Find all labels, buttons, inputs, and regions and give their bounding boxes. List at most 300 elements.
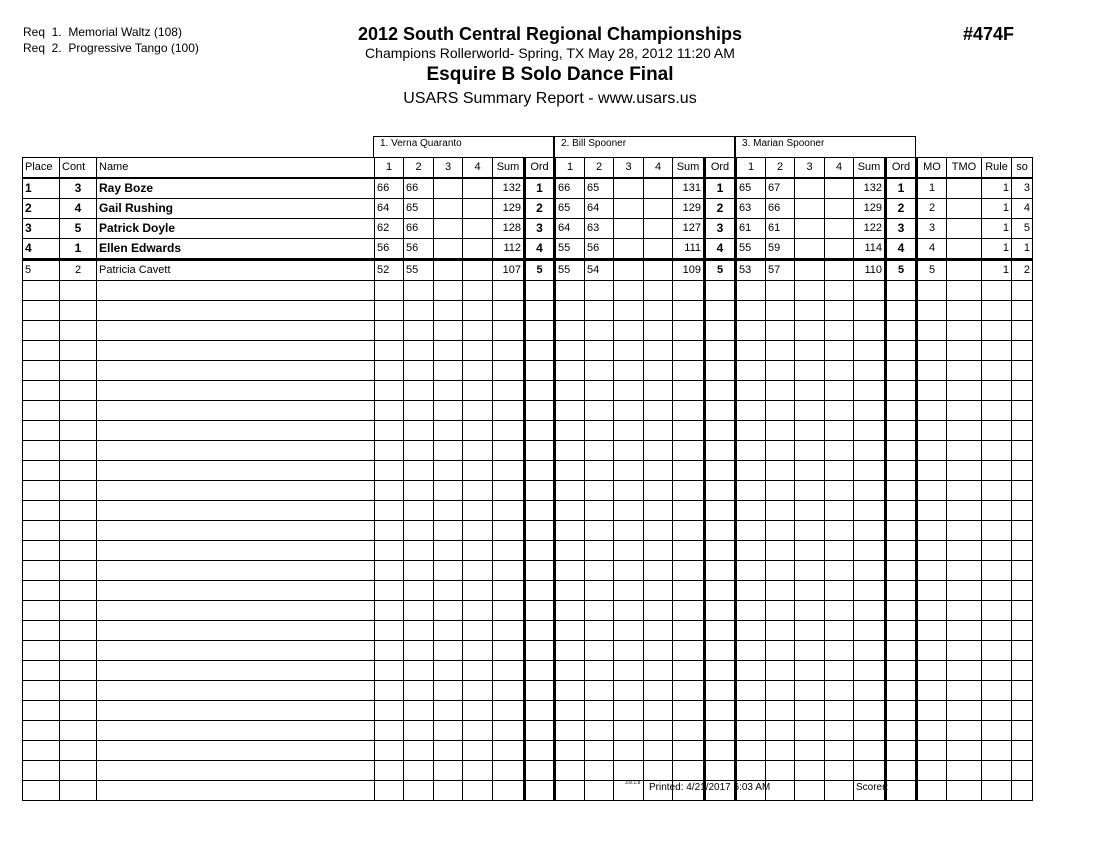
judge-3-sum [854, 421, 886, 441]
contestant-number-cell [60, 281, 97, 301]
place-cell [23, 501, 60, 521]
judge-3-score-1: 65 [736, 178, 766, 199]
judge-3-sum [854, 481, 886, 501]
place-cell [23, 401, 60, 421]
judge-3-score-4 [825, 281, 854, 301]
judge-1-sum [493, 701, 525, 721]
judge-2-score-3 [614, 321, 644, 341]
judge-3-score-2 [766, 521, 795, 541]
judge-1-score-1 [375, 401, 404, 421]
total-majority-ordinal-cell [947, 401, 982, 421]
column-header-3: 1 [375, 158, 404, 179]
judge-2-ordinal [705, 401, 736, 421]
judge-1-sum [493, 681, 525, 701]
judge-3-score-1 [736, 321, 766, 341]
judge-2-score-1 [555, 461, 585, 481]
judge-2-score-1: 65 [555, 199, 585, 219]
judge-2-ordinal [705, 721, 736, 741]
column-header-4: 2 [404, 158, 434, 179]
majority-ordinal-cell [917, 681, 947, 701]
judge-2-score-4 [644, 641, 673, 661]
rule-cell [982, 721, 1012, 741]
place-cell [23, 341, 60, 361]
judge-1-ordinal [525, 621, 555, 641]
judge-3-sum [854, 601, 886, 621]
judge-2-score-1: 55 [555, 260, 585, 281]
judge-3-score-4 [825, 621, 854, 641]
judge-2-sum [673, 621, 705, 641]
majority-ordinal-cell [917, 461, 947, 481]
judge-1-score-1: 66 [375, 178, 404, 199]
judge-1-sum [493, 361, 525, 381]
judge-1-score-4 [463, 341, 493, 361]
rule-cell [982, 641, 1012, 661]
place-cell: 2 [23, 199, 60, 219]
total-majority-ordinal-cell [947, 681, 982, 701]
total-majority-ordinal-cell [947, 239, 982, 260]
judge-1-score-3 [434, 301, 463, 321]
judge-1-sum [493, 481, 525, 501]
judge-2-score-1 [555, 581, 585, 601]
majority-ordinal-cell [917, 581, 947, 601]
place-cell [23, 681, 60, 701]
judge-3-score-3 [795, 541, 825, 561]
judge-3-score-3 [795, 741, 825, 761]
rule-cell [982, 621, 1012, 641]
place-cell [23, 741, 60, 761]
judge-3-score-2: 67 [766, 178, 795, 199]
judge-1-name: 1. Verna Quaranto [373, 136, 554, 157]
empty-row [23, 741, 1033, 761]
contestant-number-cell [60, 681, 97, 701]
judge-3-sum [854, 321, 886, 341]
judge-1-score-2 [404, 561, 434, 581]
judge-1-score-2 [404, 461, 434, 481]
table-row [23, 219, 1033, 239]
column-header-15: 1 [736, 158, 766, 179]
judge-2-score-4 [644, 301, 673, 321]
judge-1-score-2 [404, 501, 434, 521]
rule-cell [982, 341, 1012, 361]
contestant-number-cell [60, 501, 97, 521]
judge-1-score-2 [404, 301, 434, 321]
judge-2-score-1 [555, 641, 585, 661]
judge-3-score-1 [736, 681, 766, 701]
judge-1-ordinal [525, 321, 555, 341]
judge-1-ordinal [525, 281, 555, 301]
judge-3-score-4 [825, 199, 854, 219]
rule-cell: 1 [982, 239, 1012, 260]
judge-3-score-1 [736, 281, 766, 301]
judge-3-score-1 [736, 561, 766, 581]
judge-1-ordinal [525, 541, 555, 561]
majority-ordinal-cell [917, 321, 947, 341]
empty-row [23, 301, 1033, 321]
rule-cell [982, 601, 1012, 621]
judge-3-ordinal: 5 [886, 260, 917, 281]
total-majority-ordinal-cell [947, 761, 982, 781]
judge-2-score-2 [585, 441, 614, 461]
judge-1-score-2 [404, 481, 434, 501]
rule-cell [982, 461, 1012, 481]
empty-row [23, 581, 1033, 601]
judge-1-score-4 [463, 239, 493, 260]
judge-2-score-2: 56 [585, 239, 614, 260]
judge-3-score-2 [766, 541, 795, 561]
total-majority-ordinal-cell [947, 219, 982, 239]
skating-order-cell [1012, 301, 1033, 321]
judge-3-score-4 [825, 661, 854, 681]
judge-2-score-4 [644, 501, 673, 521]
contestant-number-cell [60, 581, 97, 601]
majority-ordinal-cell [917, 561, 947, 581]
judge-1-sum [493, 561, 525, 581]
judge-2-sum [673, 721, 705, 741]
majority-ordinal-cell [917, 761, 947, 781]
judge-3-score-3 [795, 239, 825, 260]
skater-name-cell [97, 541, 375, 561]
judge-1-score-2 [404, 641, 434, 661]
rule-cell [982, 781, 1012, 801]
judge-3-sum: 132 [854, 178, 886, 199]
majority-ordinal-cell [917, 361, 947, 381]
rule-cell [982, 381, 1012, 401]
judge-1-ordinal [525, 761, 555, 781]
judge-3-score-1 [736, 341, 766, 361]
column-header-1: Cont [60, 158, 97, 179]
judge-3-score-2: 61 [766, 219, 795, 239]
majority-ordinal-cell: 2 [917, 199, 947, 219]
judge-3-ordinal [886, 701, 917, 721]
judge-1-sum [493, 741, 525, 761]
place-cell: 4 [23, 239, 60, 260]
judge-2-score-4 [644, 741, 673, 761]
judge-3-ordinal [886, 541, 917, 561]
judge-2-score-3 [614, 461, 644, 481]
contestant-number-cell [60, 421, 97, 441]
judge-2-score-2 [585, 601, 614, 621]
judge-3-sum [854, 721, 886, 741]
judge-1-score-2 [404, 281, 434, 301]
judge-1-ordinal [525, 681, 555, 701]
judge-3-sum [854, 401, 886, 421]
judge-2-ordinal [705, 561, 736, 581]
column-header-6: 4 [463, 158, 493, 179]
judge-3-ordinal [886, 561, 917, 581]
contestant-number-cell [60, 661, 97, 681]
judge-3-score-1 [736, 361, 766, 381]
judge-1-sum [493, 421, 525, 441]
judge-3-score-1 [736, 381, 766, 401]
judge-3-score-4 [825, 381, 854, 401]
judge-2-score-4 [644, 561, 673, 581]
judge-2-score-2 [585, 461, 614, 481]
results-body [23, 178, 1033, 801]
contestant-number-cell [60, 321, 97, 341]
judge-1-ordinal [525, 381, 555, 401]
judge-3-score-4 [825, 521, 854, 541]
judge-1-score-3 [434, 701, 463, 721]
judge-3-score-3 [795, 441, 825, 461]
place-cell [23, 301, 60, 321]
judge-1-score-3 [434, 421, 463, 441]
judge-2-ordinal [705, 421, 736, 441]
judge-3-score-2 [766, 601, 795, 621]
judge-2-score-1 [555, 481, 585, 501]
judge-3-score-1 [736, 701, 766, 721]
judge-1-sum [493, 281, 525, 301]
judge-1-score-2 [404, 721, 434, 741]
column-header-2: Name [97, 158, 375, 179]
empty-row [23, 321, 1033, 341]
skating-order-cell [1012, 281, 1033, 301]
judge-1-score-2: 56 [404, 239, 434, 260]
column-header-16: 2 [766, 158, 795, 179]
judge-3-score-1 [736, 601, 766, 621]
judge-1-ordinal [525, 741, 555, 761]
judge-3-score-3 [795, 721, 825, 741]
judge-1-score-4 [463, 581, 493, 601]
judge-3-score-4 [825, 541, 854, 561]
judge-2-score-2 [585, 641, 614, 661]
judge-3-score-3 [795, 761, 825, 781]
place-cell [23, 761, 60, 781]
judge-2-score-1 [555, 361, 585, 381]
judge-2-sum [673, 601, 705, 621]
judge-3-sum [854, 461, 886, 481]
judge-1-ordinal [525, 661, 555, 681]
majority-ordinal-cell [917, 441, 947, 461]
judge-1-score-1 [375, 681, 404, 701]
judge-1-score-3 [434, 199, 463, 219]
judge-1-score-3 [434, 281, 463, 301]
judge-2-sum [673, 561, 705, 581]
judge-1-ordinal: 4 [525, 239, 555, 260]
judge-1-score-1 [375, 501, 404, 521]
judge-3-ordinal [886, 681, 917, 701]
judge-1-score-2 [404, 581, 434, 601]
judge-3-sum [854, 701, 886, 721]
empty-row [23, 521, 1033, 541]
judge-3-ordinal [886, 781, 917, 801]
judge-1-sum [493, 341, 525, 361]
judge-1-score-2 [404, 321, 434, 341]
table-row [23, 199, 1033, 219]
rule-cell [982, 521, 1012, 541]
judge-1-score-2 [404, 701, 434, 721]
majority-ordinal-cell [917, 661, 947, 681]
judge-3-score-1 [736, 641, 766, 661]
judge-2-ordinal [705, 701, 736, 721]
majority-ordinal-cell [917, 701, 947, 721]
judge-3-score-3 [795, 701, 825, 721]
place-cell [23, 581, 60, 601]
majority-ordinal-cell [917, 601, 947, 621]
judge-1-sum [493, 661, 525, 681]
skater-name-cell [97, 581, 375, 601]
judge-1-ordinal: 3 [525, 219, 555, 239]
judge-1-sum [493, 441, 525, 461]
judge-3-score-2 [766, 621, 795, 641]
judge-3-score-3 [795, 401, 825, 421]
majority-ordinal-cell: 3 [917, 219, 947, 239]
empty-row [23, 641, 1033, 661]
contestant-number-cell [60, 481, 97, 501]
judge-1-score-2 [404, 521, 434, 541]
empty-row [23, 461, 1033, 481]
place-cell: 1 [23, 178, 60, 199]
judge-1-score-2 [404, 421, 434, 441]
rule-cell [982, 401, 1012, 421]
place-cell [23, 421, 60, 441]
skater-name-cell [97, 361, 375, 381]
skating-order-cell [1012, 781, 1033, 801]
judge-3-score-2 [766, 641, 795, 661]
event-number: #474F [963, 24, 1015, 44]
judge-1-score-2: 65 [404, 199, 434, 219]
judge-1-ordinal: 1 [525, 178, 555, 199]
judge-1-sum: 128 [493, 219, 525, 239]
judge-2-score-4 [644, 441, 673, 461]
judge-3-score-3 [795, 581, 825, 601]
total-majority-ordinal-cell [947, 581, 982, 601]
judge-3-score-2 [766, 741, 795, 761]
judge-3-ordinal [886, 501, 917, 521]
judge-1-sum [493, 321, 525, 341]
column-header-17: 3 [795, 158, 825, 179]
judge-1-score-2 [404, 661, 434, 681]
judge-2-score-3 [614, 501, 644, 521]
judge-3-ordinal [886, 461, 917, 481]
judge-1-ordinal [525, 461, 555, 481]
judge-3-sum [854, 341, 886, 361]
judge-3-ordinal [886, 761, 917, 781]
judge-2-ordinal [705, 381, 736, 401]
total-majority-ordinal-cell [947, 601, 982, 621]
judge-1-score-3 [434, 561, 463, 581]
total-majority-ordinal-cell [947, 521, 982, 541]
total-majority-ordinal-cell [947, 541, 982, 561]
judge-3-score-4 [825, 260, 854, 281]
judge-3-score-1 [736, 301, 766, 321]
judge-1-score-1: 52 [375, 260, 404, 281]
judge-2-score-4 [644, 721, 673, 741]
empty-row [23, 701, 1033, 721]
judge-1-score-4 [463, 178, 493, 199]
skater-name-cell: Patrick Doyle [97, 219, 375, 239]
judge-1-score-4 [463, 521, 493, 541]
judge-2-score-4 [644, 260, 673, 281]
judge-2-score-2 [585, 701, 614, 721]
empty-row [23, 661, 1033, 681]
judge-3-score-2 [766, 341, 795, 361]
judge-1-score-3 [434, 178, 463, 199]
column-header-8: Ord [525, 158, 555, 179]
rule-cell [982, 701, 1012, 721]
judge-1-score-4 [463, 421, 493, 441]
contestant-number-cell: 4 [60, 199, 97, 219]
judge-2-sum [673, 701, 705, 721]
judge-3-score-4 [825, 721, 854, 741]
column-header-12: 4 [644, 158, 673, 179]
judge-2-sum [673, 301, 705, 321]
judge-2-score-2: 54 [585, 260, 614, 281]
judge-1-score-2 [404, 381, 434, 401]
judge-3-score-4 [825, 461, 854, 481]
judge-3-score-3 [795, 281, 825, 301]
judge-2-score-4 [644, 521, 673, 541]
judge-2-sum [673, 361, 705, 381]
empty-row [23, 401, 1033, 421]
judge-3-score-2: 57 [766, 260, 795, 281]
contestant-number-cell [60, 721, 97, 741]
judge-1-sum: 132 [493, 178, 525, 199]
judge-3-score-1 [736, 761, 766, 781]
judge-2-score-3 [614, 641, 644, 661]
judge-1-score-3 [434, 219, 463, 239]
skater-name-cell [97, 681, 375, 701]
judge-3-score-4 [825, 481, 854, 501]
skater-name-cell [97, 281, 375, 301]
skater-name-cell [97, 781, 375, 801]
judge-2-score-4 [644, 601, 673, 621]
judge-1-score-2 [404, 761, 434, 781]
skater-name-cell [97, 621, 375, 641]
judge-1-score-3 [434, 441, 463, 461]
scorer-label: Scorer: [856, 782, 889, 793]
contestant-number-cell [60, 461, 97, 481]
skater-name-cell [97, 601, 375, 621]
judge-3-sum [854, 661, 886, 681]
judge-2-score-3 [614, 441, 644, 461]
skating-order-cell: 3 [1012, 178, 1033, 199]
judge-1-score-2 [404, 601, 434, 621]
majority-ordinal-cell [917, 481, 947, 501]
judge-2-score-4 [644, 681, 673, 701]
judge-1-ordinal [525, 301, 555, 321]
judge-1-score-4 [463, 401, 493, 421]
skating-order-cell [1012, 461, 1033, 481]
empty-row [23, 681, 1033, 701]
judge-2-score-2 [585, 781, 614, 801]
judge-2-sum [673, 461, 705, 481]
judge-2-score-2 [585, 741, 614, 761]
skating-order-cell [1012, 561, 1033, 581]
judge-2-score-4 [644, 661, 673, 681]
judge-3-score-3 [795, 421, 825, 441]
judge-2-sum [673, 541, 705, 561]
contestant-number-cell [60, 761, 97, 781]
judge-1-score-2 [404, 781, 434, 801]
judge-2-score-3 [614, 381, 644, 401]
total-majority-ordinal-cell [947, 461, 982, 481]
judge-2-score-2 [585, 541, 614, 561]
column-header-0: Place [23, 158, 60, 179]
judge-1-score-2 [404, 341, 434, 361]
judge-1-score-3 [434, 401, 463, 421]
judge-2-sum [673, 281, 705, 301]
judge-1-score-1 [375, 361, 404, 381]
skating-order-cell [1012, 701, 1033, 721]
judge-3-ordinal [886, 481, 917, 501]
judge-2-score-3 [614, 721, 644, 741]
place-cell [23, 661, 60, 681]
judge-2-sum [673, 661, 705, 681]
judge-2-score-2 [585, 661, 614, 681]
judge-1-sum [493, 781, 525, 801]
total-majority-ordinal-cell [947, 661, 982, 681]
report-title: USARS Summary Report - www.usars.us [403, 90, 697, 107]
